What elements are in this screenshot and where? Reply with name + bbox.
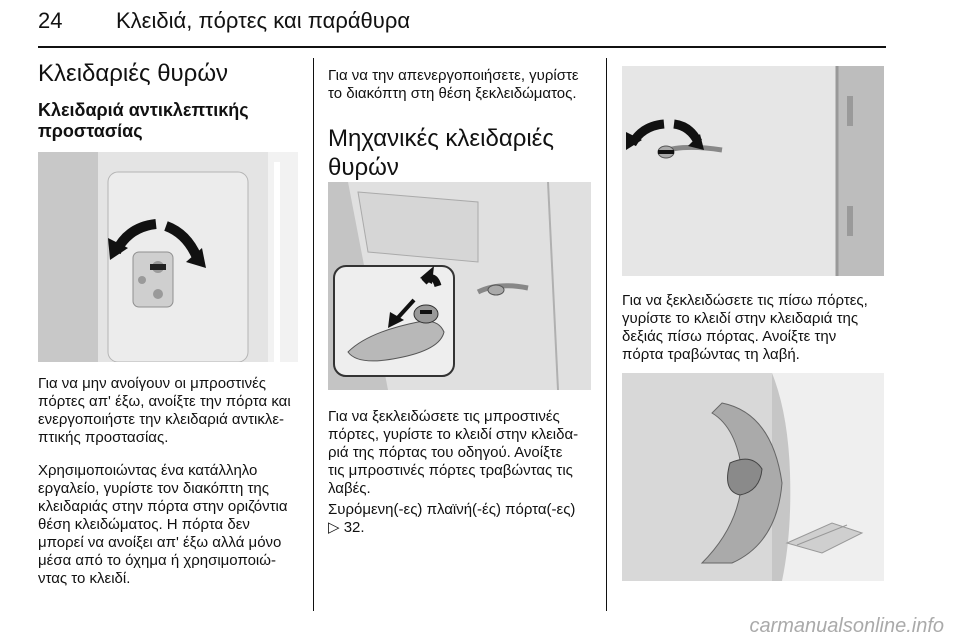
- column-divider-1: [313, 58, 314, 611]
- cross-reference-page[interactable]: [328, 519, 575, 537]
- mechanical-locks-title-line-1: Μηχανικές κλειδαριές: [328, 125, 554, 152]
- text-line: Χρησιμοποιώντας ένα κατάλληλο: [38, 462, 258, 479]
- text-line: πόρτα τραβώντας τη λαβή.: [622, 346, 800, 363]
- text-line: τις μπροστινές πόρτες τραβώντας τις: [328, 462, 573, 479]
- text-line: λαβές.: [328, 480, 371, 497]
- text-line: πόρτες απ' έξω, ανοίξτε την πόρτα και: [38, 393, 291, 410]
- text-line: εργαλείο, γυρίστε τον διακόπτη της: [38, 480, 269, 497]
- figure-anti-theft-lock: [38, 152, 298, 362]
- col1-paragraph-1: [38, 375, 291, 447]
- column-divider-2: [606, 58, 607, 611]
- page-ref: 32.: [343, 519, 365, 536]
- col2-cross-reference: [328, 501, 575, 537]
- col2-paragraph-1: [328, 408, 578, 498]
- col1-paragraph-2: [38, 462, 288, 588]
- header-rule: [38, 46, 886, 48]
- text-line: κλειδαριάς στην πόρτα στην οριζόντια: [38, 498, 288, 515]
- text-line: Για να μην ανοίγουν οι μπροστινές: [38, 375, 266, 392]
- figure-front-door-key: [328, 182, 591, 390]
- text-line: Για να ξεκλειδώσετε τις μπροστινές: [328, 408, 560, 425]
- figure-rear-door-lock: [622, 66, 884, 276]
- text-line: Για να ξεκλειδώσετε τις πίσω πόρτες,: [622, 292, 868, 309]
- text-line: Για να την απενεργοποιήσετε, γυρίστε: [328, 67, 579, 84]
- door-lock-illustration: [38, 152, 298, 362]
- text-line: ντας το κλειδί.: [38, 570, 131, 587]
- running-title: Κλειδιά, πόρτες και παράθυρα: [116, 8, 411, 33]
- text-line: μπορεί να ανοίξει απ' έξω αλλά μόνο: [38, 534, 282, 551]
- rear-door-handle-illustration: [622, 66, 884, 276]
- front-door-handle-illustration: [328, 182, 591, 390]
- subsection-title-line-2: προστασίας: [38, 121, 143, 141]
- text-line: θέση κλειδώματος. Η πόρτα δεν: [38, 516, 250, 533]
- text-line: πόρτες, γυρίστε το κλειδί στην κλειδα-: [328, 426, 579, 443]
- cross-reference-link[interactable]: Συρόμενη(-ες) πλαϊνή(-ές) πόρτα(-ες): [328, 501, 576, 518]
- arrow-triangle-icon: ▷: [328, 519, 344, 536]
- section-title: Κλειδαριές θυρών: [38, 60, 229, 87]
- text-line: δεξιάς πίσω πόρτας. Ανοίξτε την: [622, 328, 837, 345]
- sliding-door-handle-illustration: [622, 373, 884, 581]
- col3-paragraph-1: [622, 292, 868, 364]
- subsection-title-line-1: Κλειδαριά αντικλεπτικής: [38, 100, 249, 120]
- text-line: ενεργοποιήστε την κλειδαριά αντικλε-: [38, 411, 285, 428]
- col2-intro: [328, 67, 579, 103]
- text-line: ριά της πόρτας του οδηγού. Ανοίξτε: [328, 444, 563, 461]
- text-line: πτικής προστασίας.: [38, 429, 169, 446]
- text-line: μέσα από το όχημα ή χρησιμοποιώ-: [38, 552, 276, 569]
- page-number: 24: [38, 8, 63, 33]
- page-header: [38, 8, 886, 48]
- text-line: το διακόπτη στη θέση ξεκλειδώματος.: [328, 85, 577, 102]
- watermark: carmanualsonline.info: [749, 615, 944, 637]
- figure-sliding-door-handle: [622, 373, 884, 581]
- mechanical-locks-title-line-2: θυρών: [328, 154, 399, 181]
- text-line: γυρίστε το κλειδί στην κλειδαριά της: [622, 310, 859, 327]
